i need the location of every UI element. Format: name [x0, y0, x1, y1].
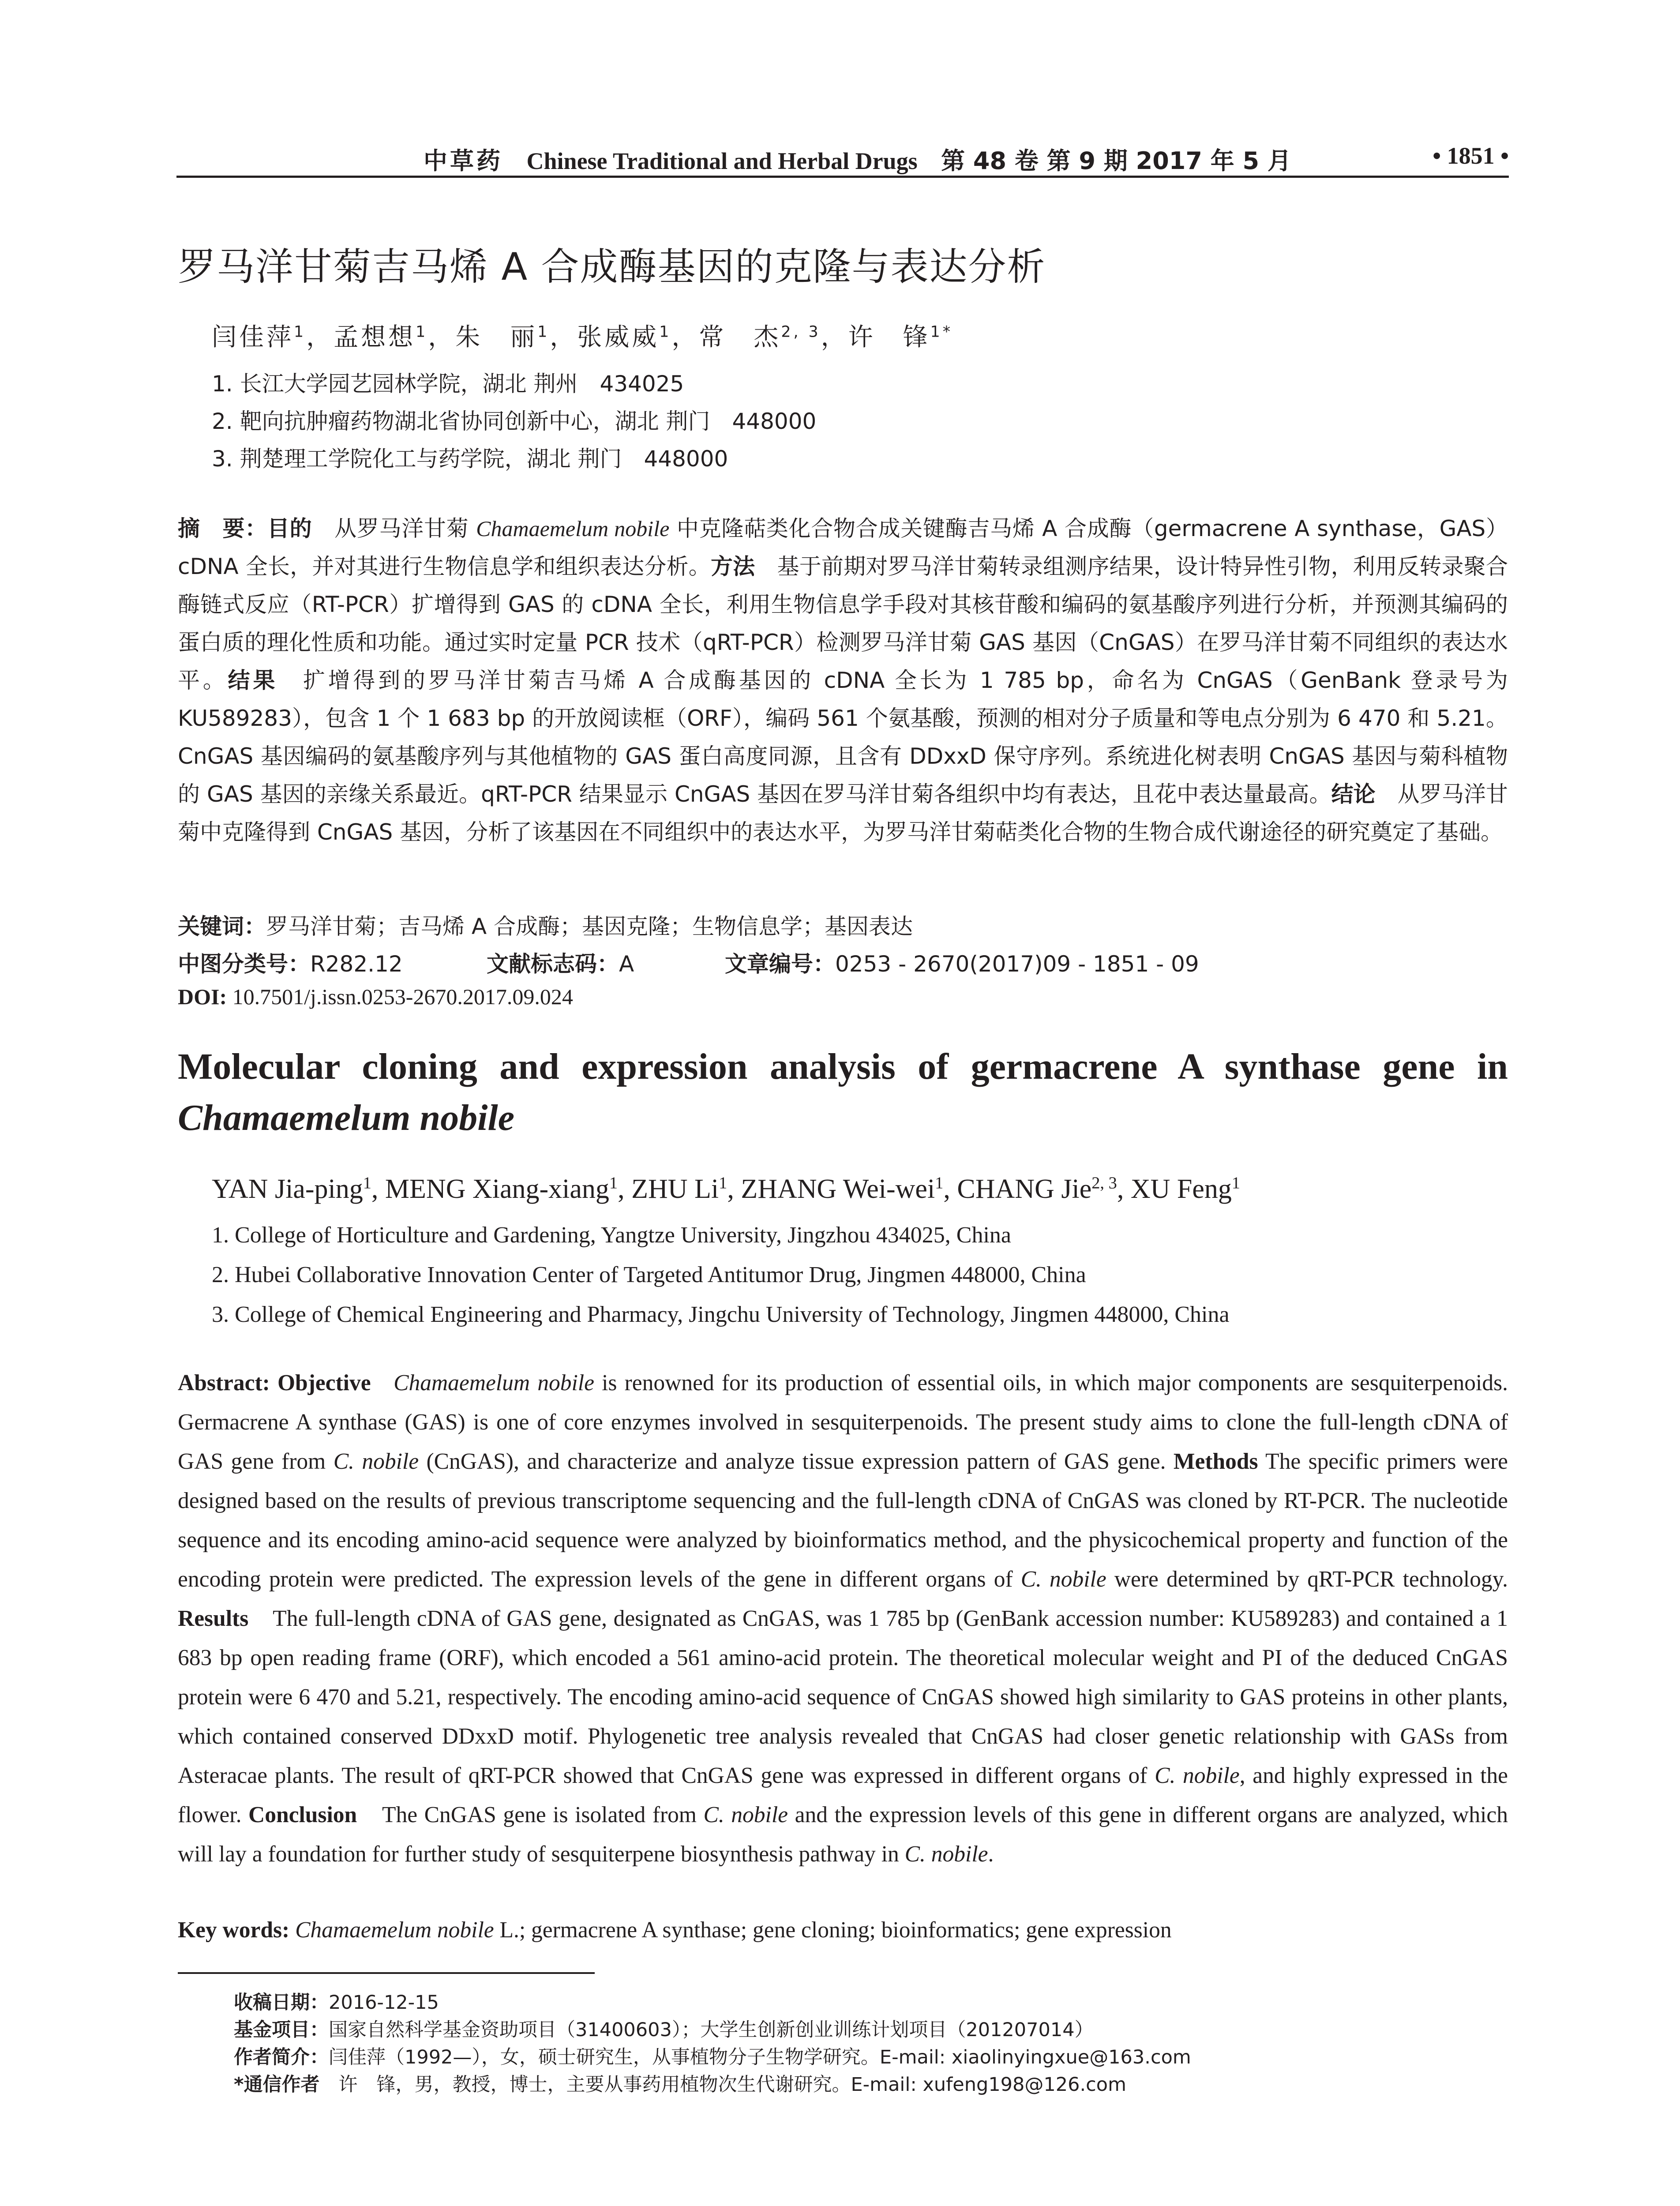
abstract-en	[178, 1363, 1508, 1874]
methods-text-en: were determined by qRT-PCR technology.	[1106, 1567, 1508, 1592]
keywords-label-en: Key words:	[178, 1917, 296, 1943]
author-affiliation-mark: 1	[1231, 1174, 1241, 1193]
species-name: Chamaemelum nobile	[394, 1370, 594, 1396]
objective-text-cn: 从罗马洋甘菊	[312, 516, 476, 541]
objective-label-cn: 目的	[267, 516, 312, 541]
author-affiliation-mark: 1	[363, 1174, 371, 1193]
objective-text-en: is renowned for its production of essential oils, in which major components are sesquiterpenoids. Germacrene A synthase (GAS) is one of core enzymes involved in sesquiterpenoids. The present study aims to clone the full-length cDNA of GAS gene from	[178, 1370, 1508, 1474]
article-title-en	[178, 1041, 1508, 1144]
affiliation-en-1: 1. College of Horticulture and Gardening, Yangtze University, Jingzhou 434025, China	[212, 1223, 1011, 1248]
species-abbrev: C. nobile	[333, 1449, 419, 1474]
doi-value: 10.7501/j.issn.0253-2670.2017.09.024	[232, 984, 573, 1009]
footnote-corresponding	[234, 2070, 1126, 2097]
conclusion-text-en: .	[988, 1842, 994, 1867]
article-title-cn: 罗马洋甘菊吉马烯 A 合成酶基因的克隆与表达分析	[178, 245, 1046, 289]
author-affiliation-mark: 2, 3	[781, 323, 821, 341]
author-name: 许 锋	[848, 323, 930, 352]
author-affiliation-mark: 1	[719, 1174, 728, 1193]
author-name: 常 杰	[699, 323, 781, 352]
author-name: MENG Xiang-xiang	[385, 1174, 609, 1204]
author-name: ZHU Li	[631, 1174, 719, 1204]
footnote-label: *通信作者	[234, 2074, 339, 2096]
page-number: • 1851 •	[1432, 143, 1509, 169]
footnote-author-bio	[234, 2042, 1191, 2069]
abstract-cn	[178, 510, 1508, 851]
objective-text-en: (CnGAS), and characterize and analyze tissue expression pattern of GAS gene.	[419, 1449, 1174, 1474]
results-label-cn: 结果	[228, 668, 278, 693]
journal-name-en: Chinese Traditional and Herbal Drugs	[526, 148, 918, 174]
footnote-received	[234, 1988, 439, 2015]
clc-label: 中图分类号：	[178, 951, 310, 977]
document-code-value: A	[619, 951, 634, 977]
document-code	[487, 946, 634, 978]
results-text-en: The full-length cDNA of GAS gene, designated as CnGAS, was 1 785 bp (GenBank accession number: KU589283) and contained a 1 683 bp open reading frame (ORF), which encoded a 561 amino-acid protein. The theoretical molecular weight and PI of the deduced CnGAS protein were 6 470 and 5.21, respectively. The encoding amino-acid sequence of CnGAS showed high similarity to GAS proteins in other plants, which contained conserved DDxxD motif. Phylogenetic tree analysis revealed that CnGAS had closer genetic relationship with GASs from Asteracae plants. The result of qRT-PCR showed that CnGAS gene was expressed in different organs of	[178, 1606, 1508, 1788]
methods-text-cn: 基于前期对罗马洋甘菊转录组测序结果，设计特异性引物，利用反转录聚合酶链式反应（RT-PCR）扩增得到 GAS 的 cDNA 全长，利用生物信息学手段对其核苷酸和编码的氨基酸序列进行分析，并预测其编码的蛋白质的理化性质和功能。通过实时定量 PCR 技术（qRT-PCR）检测罗马洋甘菊 GAS 基因（CnGAS）在罗马洋甘菊不同组织的表达水平。	[178, 554, 1508, 693]
objective-text-cn: 中克隆萜类化合物合成关键酶吉马烯 A 合成酶（germacrene A synthase，GAS）cDNA 全长，并对其进行生物信息学和组织表达分析。	[178, 516, 1508, 579]
affiliation-cn-1: 1. 长江大学园艺园林学院，湖北 荆州 434025	[212, 371, 684, 397]
conclusion-label-en: Conclusion	[248, 1802, 357, 1827]
methods-text-en: The specific primers were designed based on the results of previous transcriptome sequencing and the full-length cDNA of CnGAS was cloned by RT-PCR. The nucleotide sequence and its encoding amino-acid sequence were analyzed by bioinformatics method, and the physicochemical property and function of the encoding protein were predicted. The expression levels of the gene in different organs of	[178, 1449, 1508, 1592]
article-number-label: 文章编号：	[725, 951, 835, 977]
author-name: YAN Jia-ping	[212, 1174, 363, 1204]
abstract-label-cn: 摘 要：	[178, 516, 267, 541]
conclusion-label-cn: 结论	[1331, 781, 1376, 807]
footnote-rule	[178, 1972, 595, 1974]
species-abbrev: C. nobile	[703, 1802, 788, 1827]
keywords-text-en: L.; germacrene A synthase; gene cloning; bioinformatics; gene expression	[494, 1917, 1172, 1943]
footnote-text: 2016-12-15	[329, 1992, 439, 2014]
doi-label: DOI:	[178, 984, 232, 1009]
author-affiliation-mark: 1	[537, 323, 550, 341]
results-text-cn: 扩增得到的罗马洋甘菊吉马烯 A 合成酶基因的 cDNA 全长为 1 785 bp，命名为 CnGAS（GenBank 登录号为 KU589283），包含 1 个 1 683 bp 的开放阅读框（ORF），编码 561 个氨基酸，预测的相对分子质量和等电点分别为 6 470 和 5.21。CnGAS 基因编码的氨基酸序列与其他植物的 GAS 蛋白高度同源，且含有 DDxxD 保守序列。系统进化树表明 CnGAS 基因与菊科植物的 GAS 基因的亲缘关系最近。qRT-PCR 结果显示 CnGAS 基因在罗马洋甘菊各组织中均有表达，且花中表达量最高。	[178, 668, 1508, 807]
footnote-label: 作者简介：	[234, 2046, 329, 2068]
author-name: XU Feng	[1130, 1174, 1232, 1204]
running-header	[176, 140, 1509, 176]
footnote-label: 收稿日期：	[234, 1992, 329, 2014]
footnote-text: 闫佳萍（1992—），女，硕士研究生，从事植物分子生物学研究。E-mail: xiaolinyingxue@163.com	[329, 2046, 1191, 2068]
author-affiliation-mark: 1	[416, 323, 428, 341]
affiliation-en-2: 2. Hubei Collaborative Innovation Center of Targeted Antitumor Drug, Jingmen 448000, China	[212, 1262, 1086, 1287]
species-abbrev: C. nobile	[904, 1842, 988, 1867]
footnote-funding	[234, 2015, 1094, 2042]
article-number	[725, 946, 1199, 978]
journal-issue: 第 48 卷 第 9 期 2017 年 5 月	[941, 147, 1291, 175]
clc-code	[178, 946, 403, 978]
footnote-label: 基金项目：	[234, 2019, 329, 2041]
author-affiliation-mark: 1	[659, 323, 672, 341]
clc-value: R282.12	[310, 951, 403, 977]
author-affiliation-mark: 1	[935, 1174, 944, 1193]
header-rule	[176, 176, 1509, 178]
author-name: 闫佳萍	[212, 323, 294, 352]
keywords-label-cn: 关键词：	[178, 914, 266, 939]
affiliation-en-3: 3. College of Chemical Engineering and Pharmacy, Jingchu University of Technology, Jingmen 448000, China	[212, 1302, 1230, 1327]
conclusion-text-cn: 从罗马洋甘菊中克隆得到 CnGAS 基因，分析了该基因在不同组织中的表达水平，为罗马洋甘菊萜类化合物的生物合成代谢途径的研究奠定了基础。	[178, 781, 1508, 845]
author-affiliation-mark: 2, 3	[1091, 1174, 1117, 1193]
keywords-text-cn: 罗马洋甘菊；吉马烯 A 合成酶；基因克隆；生物信息学；基因表达	[266, 914, 913, 939]
keywords-cn	[178, 909, 913, 941]
methods-label-cn: 方法	[710, 554, 755, 579]
author-name: ZHANG Wei-wei	[741, 1174, 935, 1204]
article-number-value: 0253 - 2670(2017)09 - 1851 - 09	[835, 951, 1199, 977]
results-label-en: Results	[178, 1606, 249, 1631]
conclusion-text-en: and the expression levels of this gene in different organs are analyzed, which will lay a foundation for further study of sesquiterpene biosynthesis pathway in	[178, 1802, 1508, 1867]
footnote-text: 许 锋，男，教授，博士，主要从事药用植物次生代谢研究。E-mail: xufeng198@126.com	[338, 2074, 1126, 2096]
species-abbrev: C. nobile	[1155, 1763, 1240, 1788]
author-name: 张威威	[577, 323, 660, 352]
footnote-text: 国家自然科学基金资助项目（31400603）；大学生创新创业训练计划项目（201207014）	[329, 2019, 1094, 2041]
doi	[178, 984, 573, 1009]
author-name: CHANG Jie	[957, 1174, 1092, 1204]
conclusion-text-en: The CnGAS gene is isolated from	[357, 1802, 704, 1827]
author-affiliation-mark: 1	[294, 323, 307, 341]
methods-label-en: Methods	[1173, 1449, 1258, 1474]
title-text-en: Molecular cloning and expression analysis of germacrene A synthase gene in	[178, 1046, 1508, 1087]
journal-name-cn: 中草药	[424, 147, 503, 175]
author-affiliation-mark: 1	[609, 1174, 618, 1193]
species-name: Chamaemelum nobile	[295, 1917, 494, 1943]
affiliation-cn-3: 3. 荆楚理工学院化工与药学院，湖北 荆门 448000	[212, 446, 728, 472]
species-abbrev: C. nobile	[1020, 1567, 1106, 1592]
authors-en: YAN Jia-ping$^1$, MENG Xiang-xiang$^1$, ZHU Li$^1$, ZHANG Wei-wei$^1$, CHANG Jie$^{2, 3}$, XU Feng$^1$	[212, 1174, 1241, 1204]
author-affiliation-mark: 1*	[930, 323, 953, 341]
author-name: 孟想想	[334, 323, 416, 352]
results-text-en: , and highly expressed in the flower.	[178, 1763, 1508, 1827]
journal-info	[424, 142, 1291, 176]
abstract-label-en: Abstract: Objective	[178, 1370, 371, 1396]
keywords-en	[178, 1917, 1172, 1943]
affiliation-cn-2: 2. 靶向抗肿瘤药物湖北省协同创新中心，湖北 荆门 448000	[212, 409, 817, 434]
document-code-label: 文献标志码：	[487, 951, 619, 977]
species-name: Chamaemelum nobile	[476, 516, 670, 541]
title-species-en: Chamaemelum nobile	[178, 1097, 515, 1138]
author-name: 朱 丽	[455, 323, 538, 352]
authors-cn: 闫佳萍$^1$，孟想想$^1$，朱 丽$^1$，张威威$^1$，常 杰$^{2, 3}$，许 锋$^{1*}$	[212, 323, 953, 352]
